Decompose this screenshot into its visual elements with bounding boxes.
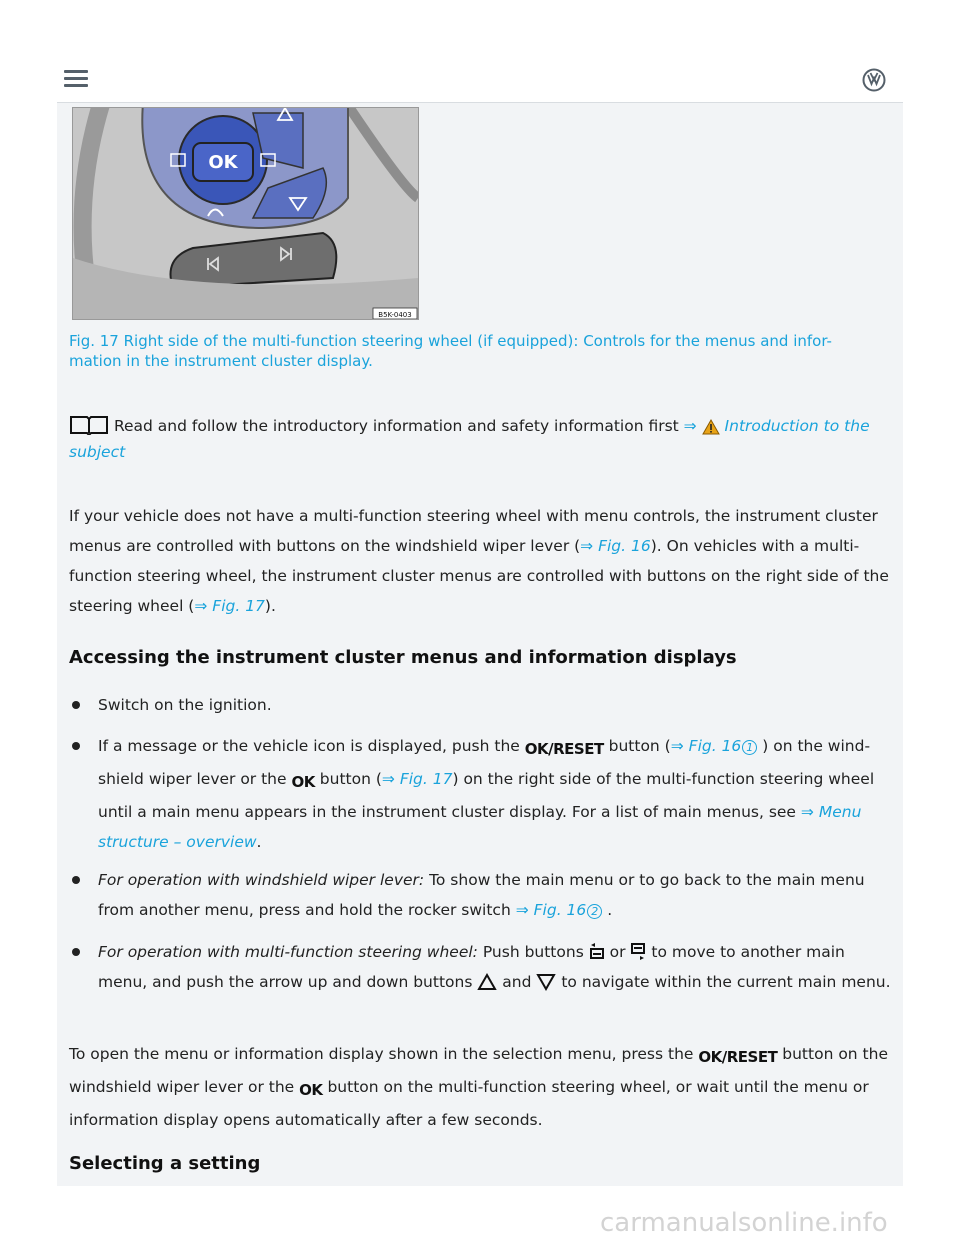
bullet-2-text-3: ) on the wind-shield wiper lever or the — [98, 737, 871, 788]
para1-text-3: ). — [264, 597, 276, 615]
bullet-dot — [72, 876, 80, 884]
bullet-2-text-5: ) on the right side of the multi-function steering wheel until a main menu appears in the instrument cluster display. For a list of main menus, see — [98, 770, 875, 821]
bullet-2-link-fig16[interactable]: ⇒ Fig. 16 — [670, 737, 742, 755]
bullet-3-link-fig16[interactable]: ⇒ Fig. 16 — [515, 901, 587, 919]
bullet-2-text-6: . — [256, 833, 262, 851]
bullet-2-link-fig17[interactable]: ⇒ Fig. 17 — [381, 770, 453, 788]
menu-left-icon — [589, 943, 605, 961]
intro-text: Read and follow the introductory information and safety information first — [113, 417, 679, 435]
bullet-4-text-1: Push buttons — [482, 943, 584, 961]
steering-wheel-illustration — [73, 108, 418, 319]
bullet-2-text-4: button ( — [319, 770, 382, 788]
ok-reset-button-icon: OK/RESET — [698, 1048, 778, 1066]
bullet-item-2 — [69, 731, 895, 857]
heading-accessing-menus: Accessing the instrument cluster menus and information displays — [69, 647, 737, 668]
para2-text-1: To open the menu or information display shown in the selection menu, press the — [69, 1045, 694, 1063]
bullet-3-text-2: . — [607, 901, 613, 919]
bullet-3-text-1: To show the main menu or to go back to the main menu from another menu, press and hold the rocker switch — [98, 871, 865, 919]
para2-text-3: button on the multi-function steering wheel, or wait until the menu or information display opens automatically after a few seconds. — [69, 1078, 869, 1129]
bullet-item-4 — [69, 937, 895, 997]
bullet-3-lead: For operation with windshield wiper lever: — [98, 871, 425, 889]
para1-link-fig17[interactable]: ⇒ Fig. 17 — [194, 597, 265, 615]
bullet-dot — [72, 948, 80, 956]
heading-selecting-setting: Selecting a setting — [69, 1153, 261, 1174]
bullet-4-text-4: and — [502, 973, 532, 991]
bullet-2-text-1: If a message or the vehicle icon is displayed, push the — [98, 737, 520, 755]
bullet-item-3 — [69, 865, 895, 927]
bullet-dot — [72, 701, 80, 709]
ok-button-icon: OK — [299, 1081, 323, 1099]
menu-right-icon — [630, 943, 646, 961]
para1-text-1: If your vehicle does not have a multi-function steering wheel with menu controls, the instrument cluster menus are controlled with buttons on the windshield wiper lever ( — [69, 507, 878, 555]
steering-wheel-figure — [72, 107, 419, 320]
book-icon — [69, 413, 109, 435]
figure-ok-label: OK — [208, 152, 238, 173]
bullet-4-text-5: to navigate within the current main menu. — [561, 973, 891, 991]
bullet-dot — [72, 742, 80, 750]
para1-text-2: ). On vehicles with a multi-function steering wheel, the instrument cluster menus are controlled with buttons on the right side of the steering wheel ( — [69, 537, 889, 615]
paragraph-1 — [69, 501, 895, 621]
manual-page — [57, 102, 903, 1186]
figure-caption: Fig. 17 Right side of the multi-function steering wheel (if equipped): Controls for the menus and infor-mation in the instrument cluster display. — [69, 332, 832, 370]
warning-triangle-icon — [702, 419, 720, 435]
para1-link-fig16[interactable]: ⇒ Fig. 16 — [580, 537, 651, 555]
vw-logo-icon[interactable] — [862, 68, 886, 92]
bullet-4-lead: For operation with multi-function steering wheel: — [98, 943, 478, 961]
intro-link[interactable]: Introduction to the subject — [69, 417, 870, 461]
hamburger-menu-icon[interactable] — [64, 70, 88, 88]
intro-paragraph — [69, 413, 895, 465]
arrow-up-icon — [477, 973, 497, 991]
menu-structure-link[interactable]: ⇒ Menu structure – overview — [98, 803, 862, 851]
bullet-4-text-3: to move to another main menu, and push the arrow up and down buttons — [98, 943, 845, 991]
para2-text-2: button on the windshield wiper lever or the — [69, 1045, 888, 1096]
top-bar — [0, 0, 960, 102]
arrow-down-icon — [536, 973, 556, 991]
callout-1: 1 — [742, 740, 757, 755]
figure-code: B5K-0403 — [378, 311, 412, 319]
ok-reset-button-icon: OK/RESET — [524, 740, 604, 758]
bullet-2-text-2: button ( — [608, 737, 671, 755]
callout-2: 2 — [587, 904, 602, 919]
intro-arrow[interactable]: ⇒ — [683, 417, 697, 435]
bullet-4-text-2: or — [609, 943, 626, 961]
bullet-item-1 — [69, 690, 895, 720]
bullet-1-text: Switch on the ignition. — [98, 696, 272, 714]
ok-button-icon: OK — [291, 773, 315, 791]
paragraph-2 — [69, 1039, 895, 1135]
watermark: carmanualsonline.info — [600, 1208, 888, 1238]
